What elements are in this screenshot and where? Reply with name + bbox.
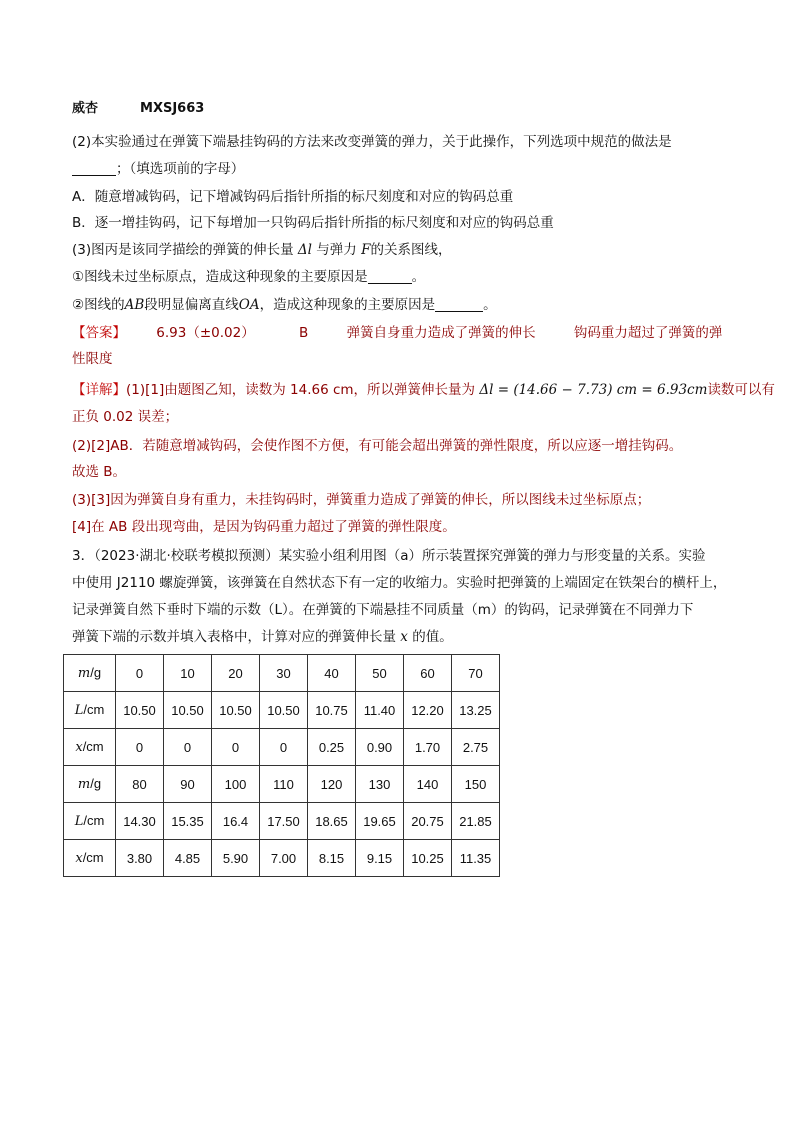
option-b: B．逐一增挂钩码，记下每增加一只钩码后指针所指的标尺刻度和对应的钩码总重 (72, 215, 554, 231)
table-cell: 4.85 (164, 840, 212, 877)
table-cell: 8.15 (308, 840, 356, 877)
table-cell: 80 (116, 766, 164, 803)
school-name: 威杏 (72, 101, 99, 116)
table-cell: 3.80 (116, 840, 164, 877)
table-cell: 10.50 (116, 692, 164, 729)
q3-sub2-text: ②图线的 (72, 297, 125, 313)
detail-text-end: 读数可以有 (707, 382, 775, 398)
table-cell: 9.15 (356, 840, 404, 877)
q2-hint: ；（填选项前的字母） (116, 161, 245, 177)
q3-sub2 (72, 295, 497, 315)
table-row (64, 766, 500, 803)
problem3-line-2: 中使用 J2110 螺旋弹簧，该弹簧在自然状态下有一定的收缩力。实验时把弹簧的上端固定在铁架台的横杆上， (72, 575, 727, 591)
row-header (64, 729, 116, 766)
q3-text: (3)图丙是该同学描绘的弹簧的伸长量 (72, 242, 294, 258)
table-cell: 17.50 (260, 803, 308, 840)
table-row (64, 655, 500, 692)
detail-line-1 (72, 380, 775, 400)
table-cell: 15.35 (164, 803, 212, 840)
answer-line (72, 323, 722, 343)
q3-sub1-text: ①图线未过坐标原点，造成这种现象的主要原因是 (72, 269, 368, 285)
table-cell: 100 (212, 766, 260, 803)
row-unit: /cm (82, 739, 104, 754)
detail-line-2: 正负 0.02 误差； (72, 409, 179, 425)
row-variable: m (77, 777, 91, 792)
table-cell: 11.40 (356, 692, 404, 729)
table-cell: 20.75 (404, 803, 452, 840)
problem3-text-end: 的值。 (412, 629, 453, 645)
answer-1: 6.93（±0.02） (156, 325, 255, 341)
problem3-line-3: 记录弹簧自然下垂时下端的示数（L）。在弹簧的下端悬挂不同质量（m）的钩码，记录弹簧在不同弹力下 (72, 602, 694, 618)
answer-3: 弹簧自身重力造成了弹簧的伸长 (346, 325, 536, 341)
detail-label: 【详解】 (72, 382, 126, 398)
table-cell: 10.50 (212, 692, 260, 729)
detail-text: (1)[1]由题图乙知，读数为 14.66 cm，所以弹簧伸长量为 (126, 382, 476, 398)
var-delta-l: Δl (297, 242, 312, 258)
table-cell: 5.90 (212, 840, 260, 877)
row-variable: L (74, 814, 84, 829)
detail-line-5: (3)[3]因为弹簧自身有重力，未挂钩码时，弹簧重力造成了弹簧的伸长，所以图线未过坐标原点； (72, 492, 651, 508)
row-unit: /cm (83, 813, 105, 828)
table-row (64, 692, 500, 729)
answer-4: 钩码重力超过了弹簧的弹 (573, 325, 723, 341)
table-cell: 130 (356, 766, 404, 803)
row-unit: /g (90, 665, 102, 680)
q3-sub2-post: ，造成这种现象的主要原因是 (259, 297, 436, 313)
row-variable: x (75, 851, 83, 866)
problem3-text: 弹簧下端的示数并填入表格中，计算对应的弹簧伸长量 (72, 629, 396, 645)
row-variable: m (77, 666, 91, 681)
answer-2: B (299, 325, 309, 341)
problem3-line-4 (72, 627, 453, 647)
table-cell: 1.70 (404, 729, 452, 766)
var-ab: AB (124, 297, 145, 313)
table-cell: 0 (164, 729, 212, 766)
detail-line-4: 故选 B。 (72, 464, 127, 480)
table-cell: 40 (308, 655, 356, 692)
q3-sub1 (72, 267, 425, 287)
answer-blank (435, 297, 483, 312)
table-cell: 19.65 (356, 803, 404, 840)
row-unit: /cm (83, 702, 105, 717)
table-cell: 2.75 (452, 729, 500, 766)
table-cell: 30 (260, 655, 308, 692)
row-header (64, 766, 116, 803)
row-header (64, 840, 116, 877)
row-header (64, 692, 116, 729)
table-cell: 150 (452, 766, 500, 803)
table-cell: 13.25 (452, 692, 500, 729)
q3-stem (72, 240, 451, 260)
table-row (64, 729, 500, 766)
answer-line-cont: 性限度 (72, 351, 113, 367)
document-code: MXSJ663 (140, 101, 205, 116)
row-variable: x (75, 740, 83, 755)
table-cell: 90 (164, 766, 212, 803)
option-a: A．随意增减钩码，记下增减钩码后指针所指的标尺刻度和对应的钩码总重 (72, 189, 514, 205)
q3-sub2-mid: 段明显偏离直线 (144, 297, 239, 313)
var-x: x (400, 629, 408, 645)
table-cell: 0.25 (308, 729, 356, 766)
row-header (64, 803, 116, 840)
table-row (64, 803, 500, 840)
table-cell: 21.85 (452, 803, 500, 840)
table-cell: 20 (212, 655, 260, 692)
table-cell: 10.25 (404, 840, 452, 877)
table-cell: 12.20 (404, 692, 452, 729)
table-cell: 0 (212, 729, 260, 766)
answer-blank (368, 269, 412, 284)
q2-stem: (2)本实验通过在弹簧下端悬挂钩码的方法来改变弹簧的弹力，关于此操作，下列选项中规范的做法是 (72, 134, 672, 150)
table-cell: 16.4 (212, 803, 260, 840)
spring-data-table (63, 654, 500, 877)
problem3-line-1: 3．（2023·湖北·校联考模拟预测）某实验小组利用图（a）所示装置探究弹簧的弹力与形变量的关系。实验 (72, 548, 706, 564)
table-cell: 10.50 (164, 692, 212, 729)
table-cell: 0 (260, 729, 308, 766)
table-cell: 11.35 (452, 840, 500, 877)
table-cell: 10.75 (308, 692, 356, 729)
table-cell: 50 (356, 655, 404, 692)
period: 。 (483, 297, 497, 313)
var-oa: OA (238, 297, 260, 313)
q3-text-end: 的关系图线， (370, 242, 452, 258)
table-cell: 0 (116, 655, 164, 692)
answer-blank (72, 161, 116, 176)
table-cell: 120 (308, 766, 356, 803)
document-header (72, 97, 204, 116)
q3-text-mid: 与弹力 (316, 242, 357, 258)
table-row (64, 840, 500, 877)
table-cell: 18.65 (308, 803, 356, 840)
row-header (64, 655, 116, 692)
q2-stem-cont (72, 159, 244, 179)
table-cell: 14.30 (116, 803, 164, 840)
table-cell: 10.50 (260, 692, 308, 729)
table-cell: 0 (116, 729, 164, 766)
period: 。 (411, 269, 426, 285)
table-cell: 70 (452, 655, 500, 692)
table-cell: 140 (404, 766, 452, 803)
extension-formula: Δl = (14.66 − 7.73) cm = 6.93cm (479, 382, 708, 398)
detail-line-3: (2)[2]AB．若随意增减钩码，会使作图不方便，有可能会超出弹簧的弹性限度，所以应逐一增挂钩码。 (72, 438, 683, 454)
var-f: F (361, 242, 371, 258)
row-unit: /g (90, 776, 102, 791)
table-cell: 0.90 (356, 729, 404, 766)
table-cell: 110 (260, 766, 308, 803)
answer-label: 【答案】 (72, 325, 126, 341)
table-cell: 10 (164, 655, 212, 692)
table-cell: 7.00 (260, 840, 308, 877)
detail-line-6: [4]在 AB 段出现弯曲，是因为钩码重力超过了弹簧的弹性限度。 (72, 519, 456, 535)
table-cell: 60 (404, 655, 452, 692)
row-variable: L (74, 703, 84, 718)
row-unit: /cm (82, 850, 104, 865)
